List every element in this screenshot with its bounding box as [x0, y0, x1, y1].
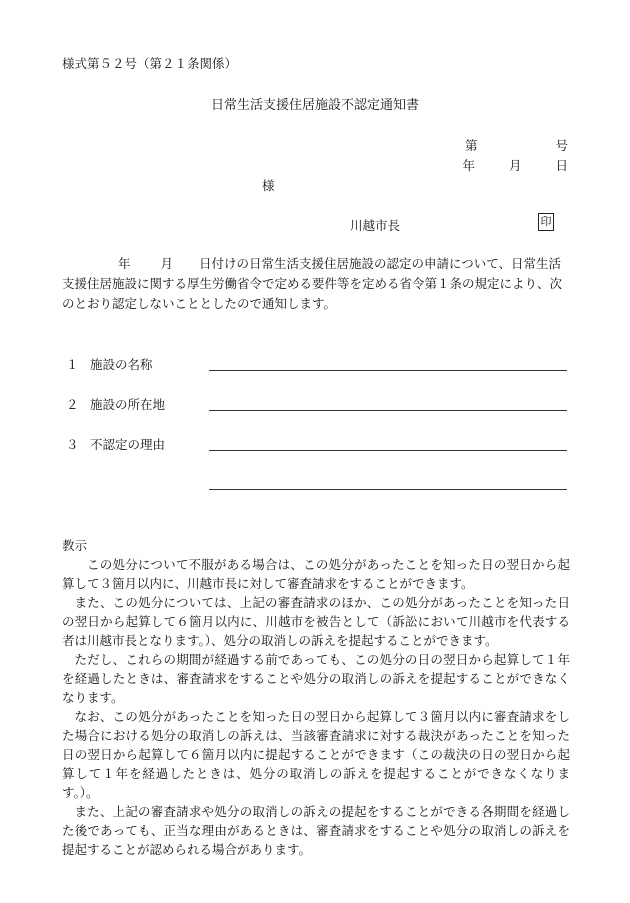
rejection-reason-blank-line-2	[209, 489, 567, 490]
body-paragraph	[62, 254, 568, 314]
issuer-name: 川越市長	[350, 218, 401, 233]
notice-paragraph: また、上記の審査請求や処分の取消しの訴えの提起をすることができる各期間を経過した後であっても、正当な理由があるときは、審査請求をすることや処分の取消しの訴えを提起することが認められる場合があります。	[62, 804, 570, 857]
notice-paragraph: また、この処分については、上記の審査請求のほか、この処分があったことを知った日の翌日から起算して６箇月以内に、川越市を被告として（訴訟において川越市を代表する者は川越市長となります。）、処分の取消しの訴えを提起することができます。	[62, 595, 570, 648]
item-number: ３	[66, 437, 79, 452]
item-facility-name	[66, 355, 153, 373]
facility-name-blank-line	[209, 370, 567, 371]
body-month-label: 月	[160, 256, 174, 271]
document-number-line	[465, 136, 568, 154]
item-facility-location	[66, 395, 165, 413]
date-month-label: 月	[509, 158, 522, 173]
document-title: 日常生活支援住居施設不認定通知書	[210, 98, 419, 113]
seal-stamp: 印	[538, 213, 554, 231]
item-label: 施設の所在地	[90, 397, 166, 412]
item-label: 施設の名称	[90, 357, 153, 372]
notice-paragraph: この処分について不服がある場合は、この処分があったことを知った日の翌日から起算して３箇月以内に、川越市長に対して審査請求をすることができます。	[62, 557, 570, 591]
notice-paragraph: なお、この処分があったことを知った日の翌日から起算して３箇月以内に審査請求をした場合における処分の取消しの訴えは、当該審査請求に対する裁決があったことを知った日の翌日から起算して６箇月以内に提起することができます（この裁決の日の翌日から起算して１年を経過したときは、処分の取消しの訴えを提起することができなくなります。）。	[62, 709, 570, 800]
addressee-suffix: 様	[262, 178, 275, 193]
body-text: 日付けの日常生活支援住居施設の認定の申請について、日常生活支援住居施設に関する厚生労働省令で定める要件等を定める省令第１条の規定により、次のとおり認定しないこととしたので通知します。	[62, 256, 563, 311]
form-number: 様式第５２号（第２１条関係）	[62, 56, 238, 71]
facility-location-blank-line	[209, 410, 567, 411]
date-day-label: 日	[555, 158, 568, 173]
date-year-label: 年	[462, 158, 476, 173]
item-label: 不認定の理由	[90, 437, 166, 452]
item-number: １	[66, 357, 79, 372]
number-suffix: 号	[555, 138, 568, 153]
notice-heading: 教示	[62, 538, 88, 553]
rejection-reason-blank-line-1	[209, 450, 567, 451]
notice-body	[62, 555, 570, 859]
item-rejection-reason	[66, 435, 165, 453]
number-prefix: 第	[465, 138, 478, 153]
notice-paragraph: ただし、これらの期間が経過する前であっても、この処分の日の翌日から起算して１年を経過したときは、審査請求をすることや処分の取消しの訴えを提起することができなくなります。	[62, 652, 570, 705]
item-number: ２	[66, 397, 79, 412]
body-year-label: 年	[118, 256, 131, 271]
date-line	[463, 156, 568, 174]
